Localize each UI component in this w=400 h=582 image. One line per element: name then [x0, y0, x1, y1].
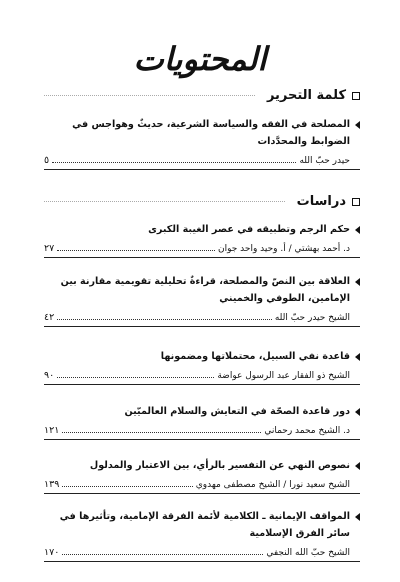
entry-author: الشيخ حيدر حبّ الله	[274, 313, 350, 323]
dot-leader	[57, 319, 272, 320]
page-title: المحتويات	[133, 40, 267, 78]
entry-author-row	[44, 243, 360, 258]
entry-title-row	[44, 457, 360, 474]
toc-entry[interactable]	[44, 221, 360, 258]
section-divider	[44, 201, 285, 202]
entry-title-row	[44, 116, 360, 150]
triangle-bullet-icon	[355, 462, 360, 470]
entry-title-row	[44, 403, 360, 420]
triangle-bullet-icon	[355, 278, 360, 286]
entry-page-number: ٩٠	[44, 370, 55, 381]
entry-author: الشيخ سعيد نورا / الشيخ مصطفى مهدوي	[195, 480, 350, 490]
entry-title: حكم الرجم وتطبيقه في عصر الغيبة الكبرى	[148, 224, 350, 235]
dot-leader	[62, 486, 192, 487]
toc-entry[interactable]	[44, 348, 360, 385]
toc-entry[interactable]	[44, 508, 360, 562]
entry-title: المواقف الإيمانية ـ الكلامية لأئمة الفرقة الإمامية، وتأثيرها في سائر الفرق الإسلامية	[59, 511, 350, 539]
entry-title-row	[44, 508, 360, 542]
entry-author: الشيخ حبّ الله النجفي	[266, 548, 350, 558]
entry-author-row	[44, 312, 360, 327]
entry-page-number: ٢٧	[44, 243, 55, 254]
entry-author: الشيخ ذو الفقار عبد الرسول عواضة	[217, 371, 350, 381]
dot-leader	[57, 250, 215, 251]
entry-page-number: ٤٢	[44, 312, 55, 323]
entry-author-row	[44, 425, 360, 440]
entry-author-row	[44, 479, 360, 494]
dot-leader	[62, 432, 261, 433]
triangle-bullet-icon	[355, 121, 360, 129]
toc-entry[interactable]	[44, 457, 360, 494]
entry-page-number: ١٣٩	[44, 479, 60, 490]
toc-entry[interactable]	[44, 403, 360, 440]
dot-leader	[62, 554, 263, 555]
toc-entry[interactable]	[44, 116, 360, 170]
entry-title: نصوص النهي عن التفسير بالرأي، بين الاعتبار والمدلول	[89, 460, 350, 471]
triangle-bullet-icon	[355, 408, 360, 416]
entry-author: د. الشيخ محمد رحماني	[264, 426, 350, 436]
section-divider	[44, 95, 255, 96]
toc-entry[interactable]	[44, 273, 360, 327]
entry-title: دور قاعدة الصحّة في التعايش والسلام العالميّين	[124, 406, 350, 417]
dot-leader	[52, 162, 296, 163]
dot-leader	[57, 377, 214, 378]
entry-author: حيدر حبّ الله	[299, 156, 350, 166]
entry-title-row	[44, 273, 360, 307]
triangle-bullet-icon	[355, 513, 360, 521]
section-heading-studies	[44, 194, 360, 209]
entry-page-number: ١٢١	[44, 425, 60, 436]
entry-title: العلاقة بين النصّ والمصلحة، قراءةٌ تحليلية تقويمية مقارنة بين الإمامين، الطوفي والخميني	[60, 276, 350, 304]
triangle-bullet-icon	[355, 226, 360, 234]
section-heading-editorial	[44, 88, 360, 103]
section-heading-label: كلمة التحرير	[266, 88, 346, 103]
entry-author: د. أحمد بهشتي / أ. وحيد واحد جوان	[218, 244, 350, 254]
section-heading-label: دراسات	[296, 194, 346, 209]
entry-author-row	[44, 547, 360, 562]
entry-title: المصلحة في الفقه والسياسة الشرعية، حديثٌ وهواجس في الضوابط والمحدَّدات	[72, 119, 350, 147]
square-bullet-icon	[352, 198, 360, 206]
triangle-bullet-icon	[355, 353, 360, 361]
entry-page-number: ١٧٠	[44, 547, 60, 558]
entry-title-row	[44, 221, 360, 238]
square-bullet-icon	[352, 92, 360, 100]
entry-title: قاعدة نفي السبيل، محتملاتها ومضمونها	[160, 351, 350, 362]
entry-author-row	[44, 370, 360, 385]
entry-author-row	[44, 155, 360, 170]
entry-page-number: ٥	[44, 155, 50, 166]
entry-title-row	[44, 348, 360, 365]
